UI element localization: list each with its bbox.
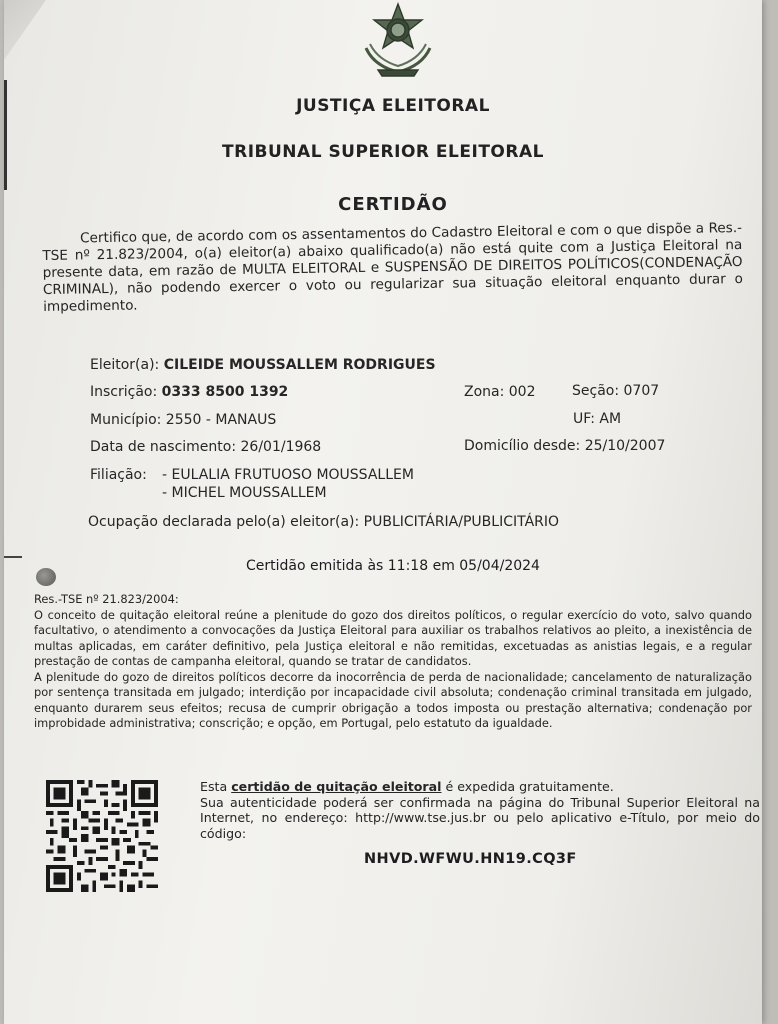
uf-field: UF: AM (573, 411, 622, 427)
filiacao-label: Filiação: (90, 467, 147, 483)
ocupacao-field: Ocupação declarada pelo(a) eleitor(a): PUBLICITÁRIA/PUBLICITÁRIO (88, 514, 560, 530)
voter-name-value: CILEIDE MOUSSALLEM RODRIGUES (163, 357, 436, 373)
brasao-republica-icon (356, 0, 440, 80)
intro-paragraph: Certifico que, de acordo com os assentamentos do Cadastro Eleitoral e com o que dispõe a Res.-TSE nº 21.823/2004, o(a) eleitor(a) abaixo qualificado(a) não está quite com a Justiça Eleitoral na presente data, em razão de MULTA ELEITORAL e SUSPENSÃO DE DIREITOS POLÍTICOS(CONDENAÇÃO CRIMINAL), não podendo exercer o voto ou regularizar sua situação eleitoral enquanto durar o impedimento. (42, 220, 743, 315)
secao-field: Seção: 0707 (572, 383, 660, 399)
header-tribunal: TRIBUNAL SUPERIOR ELEITORAL (222, 142, 544, 162)
certificate-paper (4, 0, 762, 1024)
legal-notes (34, 592, 752, 732)
page-fold (4, 0, 46, 60)
emission-timestamp: Certidão emitida às 11:18 em 05/04/2024 (246, 558, 540, 574)
inscricao-row (90, 384, 288, 400)
document-title: CERTIDÃO (338, 194, 448, 215)
voter-name-label: Eleitor(a): (90, 357, 160, 373)
zona-field: Zona: 002 (464, 384, 536, 400)
inscricao-label: Inscrição: (90, 384, 158, 400)
nascimento-field: Data de nascimento: 26/01/1968 (90, 439, 322, 455)
legal-paragraph-1: O conceito de quitação eleitoral reúne a plenitude do gozo dos direitos políticos, o regular exercício do voto, salvo quando facultativo, o atendimento a convocações da Justiça Eleitoral para auxiliar os trabalhos relativos ao pleito, a inexistência de multas aplicadas, em caráter definitivo, pela Justiça eleitoral e não remitidas, excetuadas as anistias legais, e a regular prestação de contas de campanha eleitoral, quando se tratar de candidatos. (34, 607, 752, 668)
domicilio-field: Domicílio desde: 25/10/2007 (464, 438, 666, 454)
inscricao-value: 0333 8500 1392 (161, 384, 289, 400)
certidao-link[interactable]: certidão de quitação eleitoral (231, 779, 442, 794)
verify-instructions: Sua autenticidade poderá ser confirmada na página do Tribunal Superior Eleitoral na Internet, no endereço: http://www.tse.jus.br ou pelo aplicativo e-Título, por meio do código: (200, 794, 760, 841)
legal-reference: Res.-TSE nº 21.823/2004: (34, 592, 179, 606)
authentication-code: NHVD.WFWU.HN19.CQ3F (364, 851, 577, 867)
municipio-field: Município: 2550 - MANAUS (90, 412, 277, 428)
verification-text (200, 779, 760, 841)
filiacao-parent-1: - EULALIA FRUTUOSO MOUSSALLEM (162, 467, 414, 483)
legal-paragraph-2: A plenitude do gozo de direitos políticos decorre da inocorrência de perda de nacionalidade; cancelamento de naturalização por sentença transitada em julgado; interdição por incapacidade civil absoluta; condenação criminal transitada em julgado, enquanto durarem seus efeitos; recusa de cumprir obrigação a todos imposta ou prestação alternativa; condenação por improbidade administrativa; conscrição; e opção, em Portugal, pelo estatuto da igualdade. (34, 669, 752, 730)
header-justica: JUSTIÇA ELEITORAL (296, 96, 490, 116)
qr-code-icon (46, 780, 158, 892)
voter-name-row (90, 357, 436, 373)
verify-pre: Esta (200, 779, 232, 794)
filiacao-parent-2: - MICHEL MOUSSALLEM (162, 485, 327, 501)
verify-post: é expedida gratuitamente. (441, 779, 614, 794)
